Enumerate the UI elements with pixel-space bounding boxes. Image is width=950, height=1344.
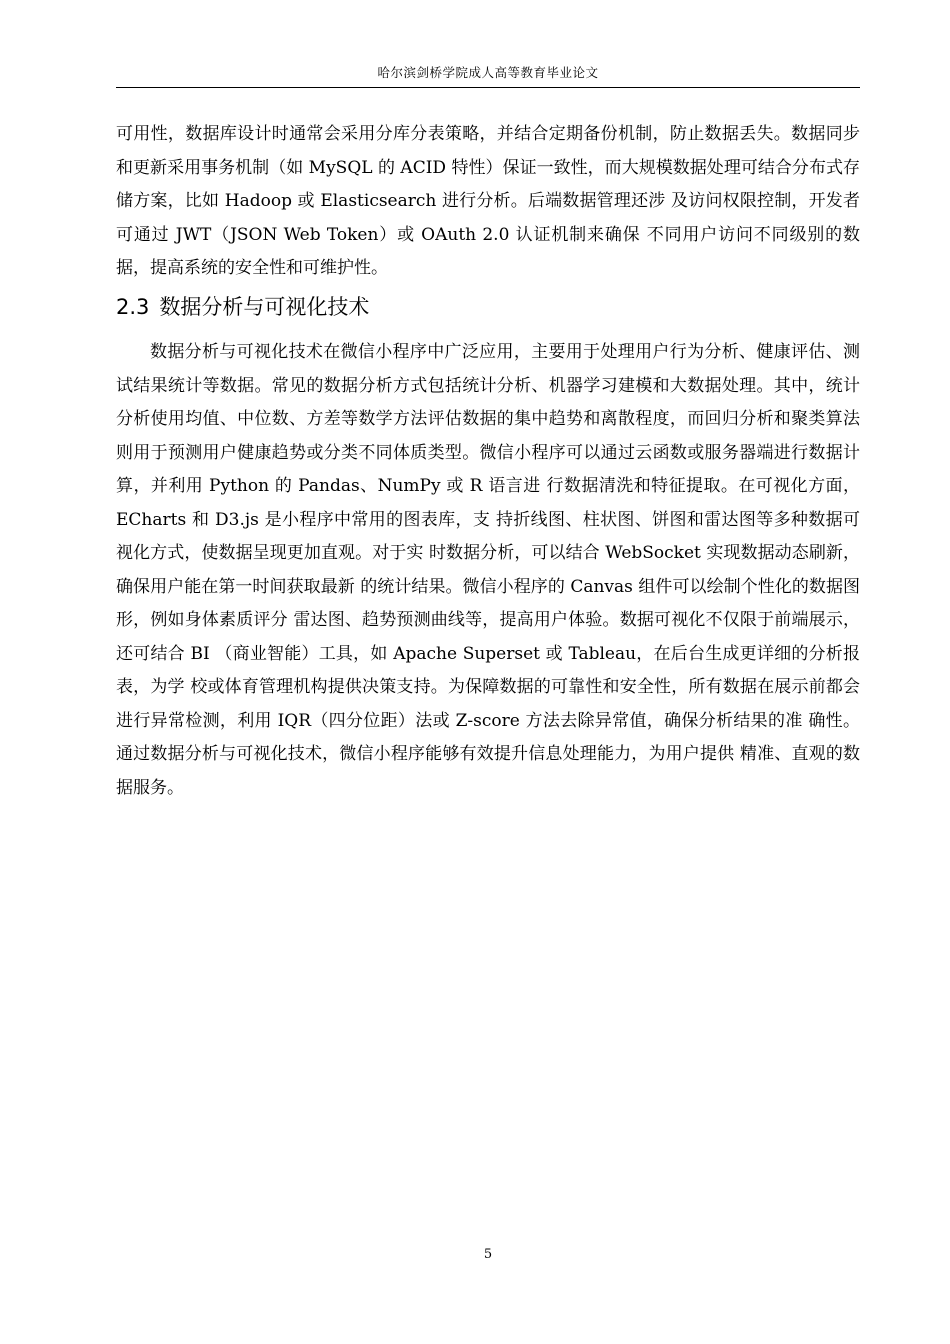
section-number: 2.3 [116,295,150,319]
paragraph-continuation: 可用性，数据库设计时通常会采用分库分表策略，并结合定期备份机制，防止数据丢失。数据同步和更新采用事务机制（如 MySQL 的 ACID 特性）保证一致性，而大规模数据处理可结合分布式存储方案，比如 Hadoop 或 Elasticsearch 进行分析。后端数据管理还涉 及访问权限控制，开发者可通过 JWT（JSON Web Token）或 OAuth 2.0 认证机制来确保 不同用户访问不同级别的数据，提高系统的安全性和可维护性。 [116,124,860,278]
paragraph-analysis: 数据分析与可视化技术在微信小程序中广泛应用，主要用于处理用户行为分析、健康评估、测试结果统计等数据。常见的数据分析方式包括统计分析、机器学习建模和大数据处理。其中，统计分析使用均值、中位数、方差等数学方法评估数据的集中趋势和离散程度，而回归分析和聚类算法则用于预测用户健康趋势或分类不同体质类型。微信小程序可以通过云函数或服务器端进行数据计算，并利用 Python 的 Pandas、NumPy 或 R 语言进 行数据清洗和特征提取。在可视化方面，ECharts 和 D3.js 是小程序中常用的图表库，支 持折线图、柱状图、饼图和雷达图等多种数据可视化方式，使数据呈现更加直观。对于实 时数据分析，可以结合 WebSocket 实现数据动态刷新，确保用户能在第一时间获取最新 的统计结果。微信小程序的 Canvas 组件可以绘制个性化的数据图形，例如身体素质评分 雷达图、趋势预测曲线等，提高用户体验。数据可视化不仅限于前端展示，还可结合 BI （商业智能）工具，如 Apache Superset 或 Tableau，在后台生成更详细的分析报表，为学 校或体育管理机构提供决策支持。为保障数据的可靠性和安全性，所有数据在展示前都会 进行异常检测，利用 IQR（四分位距）法或 Z-score 方法去除异常值，确保分析结果的准 确性。通过数据分析与可视化技术，微信小程序能够有效提升信息处理能力，为用户提供 精准、直观的数据服务。 [116,342,860,798]
page-number: 5 [483,1247,493,1262]
section-heading [116,290,860,324]
running-header: 哈尔滨剑桥学院成人高等教育毕业论文 [377,65,599,80]
header-rule [116,87,860,88]
section-title: 数据分析与可视化技术 [159,295,370,319]
